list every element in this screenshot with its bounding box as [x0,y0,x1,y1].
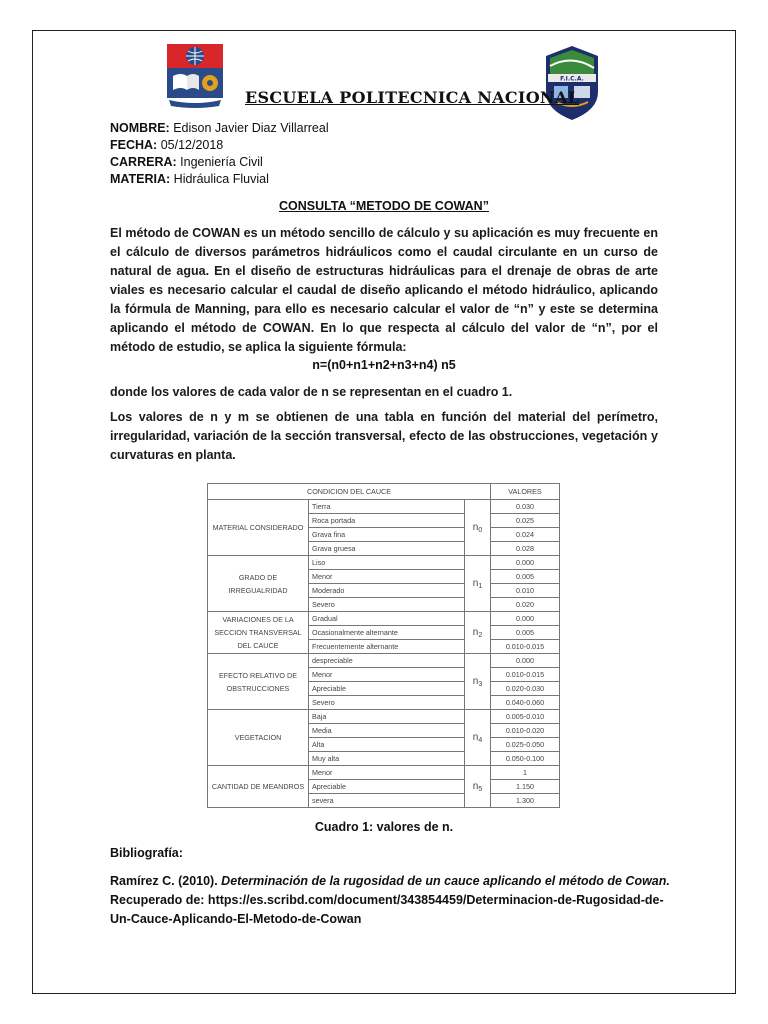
condition-description-cell: Grava gruesa [309,542,465,556]
document-title: CONSULTA “METODO DE COWAN” [279,199,489,213]
coefficient-value-cell: 0.010-0.015 [491,668,560,682]
coefficient-symbol-cell [465,500,491,556]
condition-description-cell: Grava fina [309,528,465,542]
coefficient-value-cell: 0.010-0.015 [491,640,560,654]
coefficient-value-cell: 0.010-0.020 [491,724,560,738]
coefficient-subscript: 0 [478,526,483,534]
coefficient-symbol: n [472,731,479,743]
values-paragraph: Los valores de n y m se obtienen de una tabla en función del material del perímetro, irregularidad, variación de la sección transversal, efecto de las obstrucciones, vegetación y curvaturas en planta. [110,410,658,462]
career-label: CARRERA: [110,155,177,169]
condition-description-cell: Alta [309,738,465,752]
subject-value: Hidráulica Fluvial [173,172,269,186]
coefficient-value-cell: 0.000 [491,612,560,626]
condition-description-cell: despreciable [309,654,465,668]
condition-description-cell: Baja [309,710,465,724]
coefficient-value-cell: 0.024 [491,528,560,542]
table-row [208,710,560,724]
coefficient-value-cell: 0.020 [491,598,560,612]
subject-line [110,171,269,188]
coefficient-value-cell: 0.025 [491,514,560,528]
coefficient-value-cell: 0.030 [491,500,560,514]
condition-description-cell: severa [309,794,465,808]
coefficient-value-cell: 0.000 [491,654,560,668]
condition-group-cell: EFECTO RELATIVO DE OBSTRUCCIONES [208,654,309,710]
date-value: 05/12/2018 [160,138,224,152]
condition-description-cell: Apreciable [309,780,465,794]
epn-logo [165,42,225,108]
coefficient-subscript: 5 [478,785,483,793]
condition-description-cell: Apreciable [309,682,465,696]
coefficient-value-cell: 0.025-0.050 [491,738,560,752]
coefficient-value-cell: 1.300 [491,794,560,808]
name-value: Edison Javier Diaz Villarreal [173,121,329,135]
table-row [208,556,560,570]
condition-group-cell: CANTIDAD DE MEANDROS [208,766,309,808]
date-line [110,137,223,154]
bibliography-entry [110,872,670,929]
career-value: Ingeniería Civil [180,155,263,169]
cowan-formula: n=(n0+n1+n2+n3+n4) n5 [312,358,456,372]
coefficient-value-cell: 0.020-0.030 [491,682,560,696]
coefficient-subscript: 4 [478,736,483,744]
table-reference-paragraph: donde los valores de cada valor de n se representan en el cuadro 1. [110,385,513,399]
bibliography-heading: Bibliografía: [110,846,183,860]
coefficient-value-cell: 1.150 [491,780,560,794]
coefficient-value-cell: 0.050-0.100 [491,752,560,766]
bib-retrieved: Recuperado de: https://es.scribd.com/document/343854459/Determinacion-de-Rugosidad-de-Un-Cauce-Aplicando-El-Metodo-de-Cowan [110,893,664,926]
coefficient-symbol-cell [465,766,491,808]
coefficient-value-cell: 0.005-0.010 [491,710,560,724]
condition-description-cell: Severo [309,598,465,612]
table-row [208,654,560,668]
date-label: FECHA: [110,138,158,152]
condition-description-cell: Menor [309,668,465,682]
bib-author: Ramírez C. (2010). [110,874,218,888]
coefficient-symbol: n [472,675,479,687]
condition-description-cell: Media [309,724,465,738]
coefficient-value-cell: 0.040-0.060 [491,696,560,710]
coefficient-value-cell: 0.005 [491,626,560,640]
condition-description-cell: Liso [309,556,465,570]
condition-group-cell: GRADO DE IRREGUALRIDAD [208,556,309,612]
coefficient-subscript: 1 [478,582,483,590]
table-row [208,612,560,626]
condition-description-cell: Gradual [309,612,465,626]
subject-label: MATERIA: [110,172,171,186]
school-name: ESCUELA POLITECNICA NACIONAL [245,88,580,107]
condition-description-cell: Muy alta [309,752,465,766]
coefficient-symbol: n [472,521,479,533]
coefficient-symbol-cell [465,612,491,654]
condition-group-cell: MATERIAL CONSIDERADO [208,500,309,556]
coefficient-symbol: n [472,780,479,792]
condition-description-cell: Frecuentemente alternante [309,640,465,654]
coefficient-value-cell: 1 [491,766,560,780]
header-values: VALORES [491,484,560,500]
condition-description-cell: Menor [309,570,465,584]
coefficient-value-cell: 0.010 [491,584,560,598]
condition-group-cell: VARIACIONES DE LA SECCION TRANSVERSAL DEL CAUCE [208,612,309,654]
fica-logo-text: F.I.C.A. [560,75,584,83]
coefficient-subscript: 3 [478,680,483,688]
table-row [208,500,560,514]
coefficient-symbol-cell [465,710,491,766]
coefficient-value-cell: 0.005 [491,570,560,584]
intro-paragraph: El método de COWAN es un método sencillo de cálculo y su aplicación es muy frecuente en el cálculo de diversos parámetros hidráulicos como el caudal circulante en un curso de natural de agua. En el diseño de estructuras hidráulicas para el drenaje de obras de arte viales es necesario calcular el caudal de diseño aplicando el método hidráulico, aplicando la fórmula de Manning, para ello es necesario calcular el valor de “n” y este se determina aplicando el método de COWAN. En lo que respecta al cálculo del valor de “n”, por el método de estudio, se aplica la siguiente fórmula: [110,226,658,354]
career-line [110,154,263,171]
coefficient-subscript: 2 [478,631,483,639]
coefficient-value-cell: 0.000 [491,556,560,570]
condition-description-cell: Tierra [309,500,465,514]
cowan-table [207,483,559,806]
coefficient-symbol: n [472,626,479,638]
coefficient-symbol: n [472,577,479,589]
condition-description-cell: Moderado [309,584,465,598]
table-caption: Cuadro 1: valores de n. [314,820,454,834]
condition-description-cell: Ocasionalmente alternante [309,626,465,640]
condition-group-cell: VEGETACION [208,710,309,766]
condition-description-cell: Menor [309,766,465,780]
coefficient-symbol-cell [465,556,491,612]
condition-description-cell: Severo [309,696,465,710]
fica-logo [542,44,602,122]
coefficient-value-cell: 0.028 [491,542,560,556]
name-label: NOMBRE: [110,121,170,135]
header-condition: CONDICION DEL CAUCE [208,484,491,500]
table-row [208,766,560,780]
coefficient-symbol-cell [465,654,491,710]
name-line [110,120,329,137]
condition-description-cell: Roca portada [309,514,465,528]
bib-title: Determinación de la rugosidad de un cauce aplicando el método de Cowan. [221,874,670,888]
